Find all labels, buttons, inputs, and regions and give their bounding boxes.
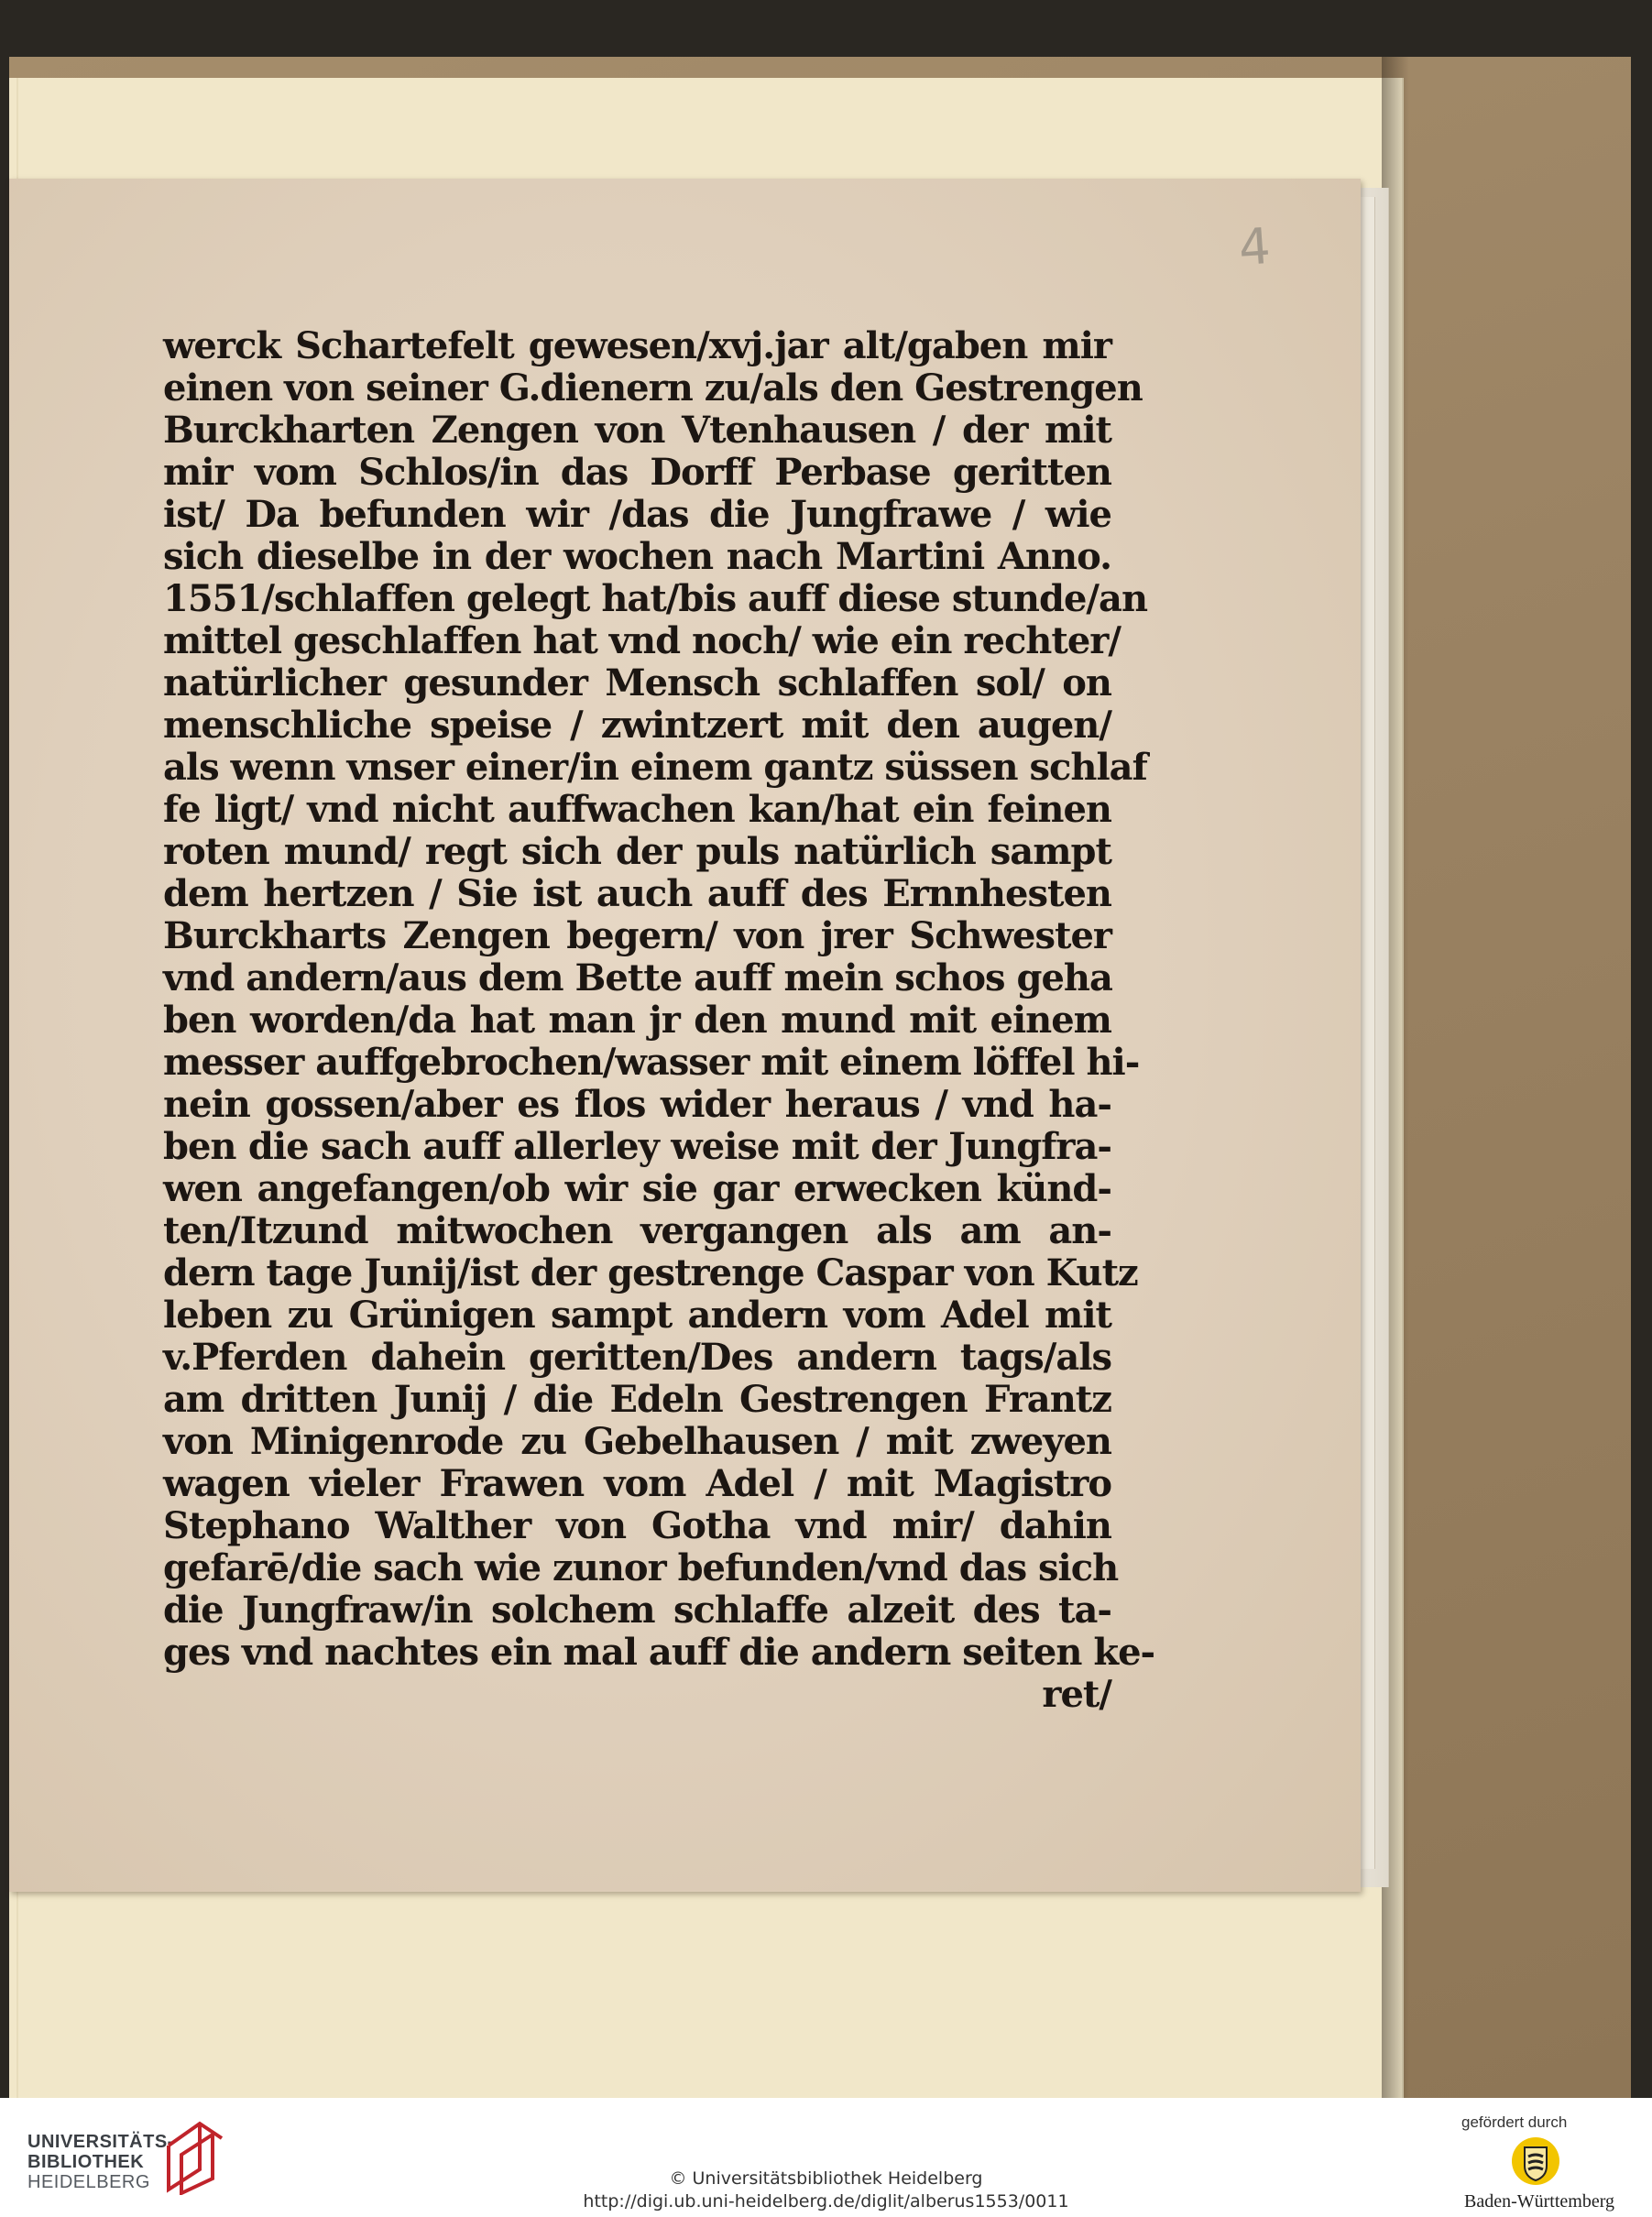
text-line: vnd andern/aus dem Bette auff mein schos geha	[163, 956, 1112, 999]
text-line: gefarē/die sach wie zunor befunden/vnd das sich	[163, 1546, 1119, 1589]
text-line: dern tage Junij/ist der gestrenge Caspar von Kutz	[163, 1251, 1138, 1294]
text-line: werck Schartefelt gewesen/xvj.jar alt/gaben mir	[163, 324, 1111, 367]
pencil-page-number: 4	[1236, 216, 1271, 278]
copyright-text: © Universitätsbibliothek Heidelberg	[669, 2168, 983, 2189]
text-line: Burckharten Zengen von Vtenhausen / der mit	[163, 409, 1111, 452]
text-line: nein gossen/aber es flos wider heraus / vnd ha-	[163, 1083, 1111, 1126]
library-name-line3: HEIDELBERG	[27, 2172, 150, 2192]
page-text	[163, 324, 1155, 1716]
text-line: die Jungfraw/in solchem schlaffe alzeit des ta-	[163, 1589, 1111, 1632]
text-line: ret/	[1042, 1673, 1111, 1716]
text-line: von Minigenrode zu Gebelhausen / mit zweyen	[163, 1420, 1111, 1463]
text-line: leben zu Grünigen sampt andern vom Adel mit	[163, 1294, 1111, 1337]
text-line: natürlicher gesunder Mensch schlaffen sol/ on	[163, 661, 1111, 704]
baden-wuerttemberg-crest-icon[interactable]	[1510, 2135, 1561, 2188]
text-line: messer auffgebrochen/wasser mit einem löffel hi-	[163, 1041, 1140, 1084]
text-line: ges vnd nachtes ein mal auff die andern seiten ke-	[163, 1631, 1155, 1674]
text-line: ben worden/da hat man jr den mund mit einem	[163, 999, 1111, 1042]
text-line: Burckharts Zengen begern/ von jrer Schwester	[163, 914, 1111, 957]
library-name-line1: UNIVERSITÄTS-	[27, 2132, 174, 2152]
library-name-line2: BIBLIOTHEK	[27, 2152, 145, 2172]
text-line: fe ligt/ vnd nicht auffwachen kan/hat ein feinen	[163, 788, 1111, 831]
text-line: 1551/schlaffen gelegt hat/bis auff diese stunde/an	[163, 577, 1148, 620]
text-line: sich dieselbe in der wochen nach Martini Anno.	[163, 535, 1111, 578]
text-line: dem hertzen / Sie ist auch auff des Ernnhesten	[163, 872, 1111, 915]
text-line: ten/Itzund mitwochen vergangen als am an-	[163, 1209, 1111, 1252]
sponsor-name: Baden-Württemberg	[1464, 2191, 1615, 2212]
text-line: mir vom Schlos/in das Dorff Perbase geritten	[163, 451, 1111, 494]
text-line: Stephano Walther von Gotha vnd mir/ dahin	[163, 1504, 1111, 1547]
text-line: mittel geschlaffen hat vnd noch/ wie ein rechter/	[163, 619, 1121, 662]
text-line: ben die sach auff allerley weise mit der Jungfra-	[163, 1125, 1111, 1168]
text-line: wagen vieler Frawen vom Adel / mit Magistro	[163, 1462, 1111, 1505]
text-line: ist/ Da befunden wir /das die Jungfrawe / wie	[163, 493, 1111, 536]
text-line: roten mund/ regt sich der puls natürlich sampt	[163, 830, 1111, 873]
text-line: am dritten Junij / die Edeln Gestrengen Frantz	[163, 1378, 1111, 1421]
text-line: einen von seiner G.dienern zu/als den Gestrengen	[163, 366, 1143, 410]
permalink-url[interactable]: http://digi.ub.uni-heidelberg.de/diglit/alberus1553/0011	[583, 2191, 1069, 2212]
text-line: wen angefangen/ob wir sie gar erwecken künd-	[163, 1167, 1111, 1210]
text-line: menschliche speise / zwintzert mit den augen/	[163, 704, 1111, 747]
sponsor-label: gefördert durch	[1461, 2113, 1568, 2131]
text-line: als wenn vnser einer/in einem gantz süssen schlaf	[163, 746, 1147, 789]
text-line: v.Pferden dahein geritten/Des andern tags/als	[163, 1336, 1111, 1379]
